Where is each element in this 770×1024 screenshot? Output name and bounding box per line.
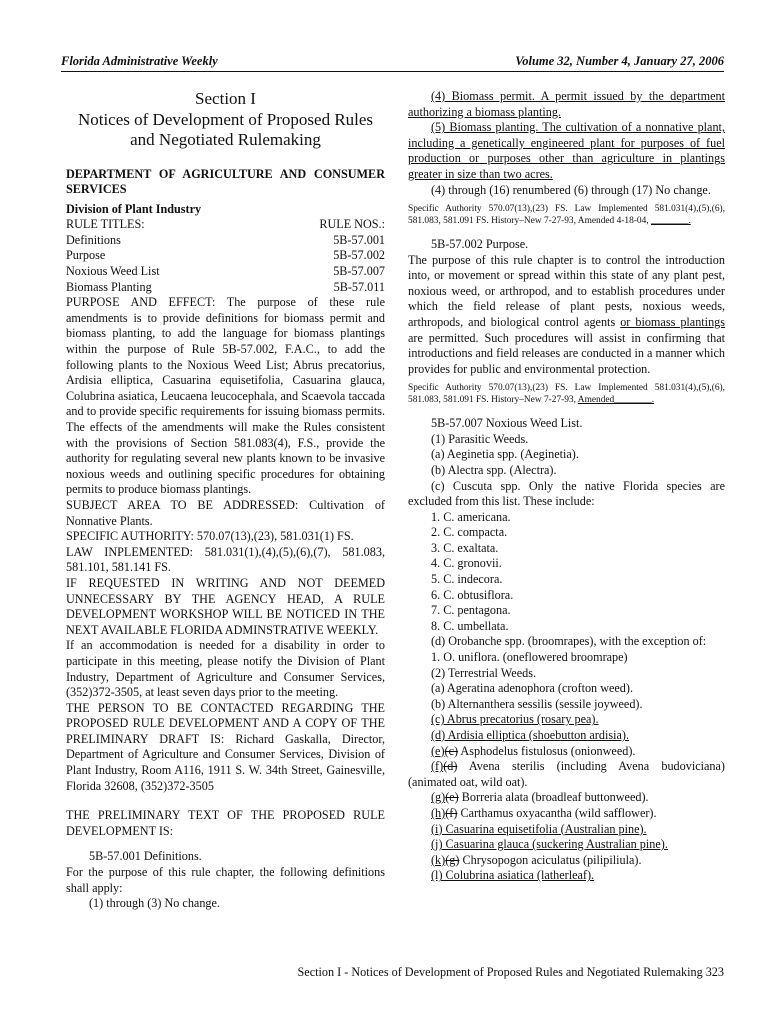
list-item: (f)(d) Avena sterilis (including Avena budoviciana) (animated oat, wild oat).	[408, 759, 725, 789]
rule-titles-header	[66, 217, 385, 233]
list-item: (1) Parasitic Weeds.	[431, 431, 529, 446]
list-item: (i) Casuarina equisetifolia (Australian pine).	[431, 821, 647, 836]
rule-number: 5B-57.011	[333, 279, 385, 294]
purpose-and-effect: PURPOSE AND EFFECT: The purpose of these rule amendments is to provide definitions for biomass permit and biomass planting, to add the language for biomass plantings within the purpose of Rule 5B-57.002, F.A.C., to add the following plants to the Noxious Weed List; Abrus precatorius, Ardisia elliptica, Casuarina equisetifolia, Casuarina glauca, Colubrina asiatica, Leucaena leucocephala, and Scaevola taccada and to provide specific requirements for issuing biomass permits. The effects of the amendments will make the Rules consistent with the provisions of Section 581.083(4), F.S., provide the authority for regulating several new plants known to be invasive noxious weeds and outlining specific procedures for obtaining permits to produce biomass plantings.	[66, 295, 385, 497]
list-item: (e)(c) Asphodelus fistulosus (onionweed).	[431, 743, 636, 758]
rule-number: 5B-57.001	[333, 232, 385, 247]
list-item: 3. C. exaltata.	[431, 540, 499, 555]
rule-row	[66, 264, 385, 280]
section-title-line-2: and Negotiated Rulemaking	[130, 130, 321, 149]
noxious-weed-heading: 5B-57.007 Noxious Weed List.	[431, 416, 583, 431]
list-item: 2. C. compacta.	[431, 525, 508, 540]
list-item: 1. C. americana.	[431, 509, 511, 524]
header-rule	[61, 71, 724, 72]
rule-title: Purpose	[66, 248, 106, 263]
list-item: (b) Alectra spp. (Alectra).	[431, 462, 557, 477]
rule-number: 5B-57.002	[333, 248, 385, 263]
rule-title: Biomass Planting	[66, 279, 152, 294]
department-heading: DEPARTMENT OF AGRICULTURE AND CONSUMER SERVICES	[66, 166, 385, 197]
law-implemented: LAW INPLEMENTED: 581.031(1),(4),(5),(6),(7), 581.083, 581.101, 581.141 FS.	[66, 544, 385, 575]
list-item: (l) Colubrina asiatica (latherleaf).	[431, 868, 595, 883]
workshop-notice: IF REQUESTED IN WRITING AND NOT DEEMED UNNECESSARY BY THE AGENCY HEAD, A RULE DEVELOPMENT WORKSHOP WILL BE NOTICED IN THE NEXT AVAILABLE FLORIDA ADMINSTRATIVE WEEKLY.	[66, 575, 385, 637]
history-note-purpose: Specific Authority 570.07(13),(23) FS. Law Implemented 581.031(4),(5),(6), 581.083, 581.091 FS. History–New 7-27-93, Amended________.	[408, 383, 725, 405]
specific-authority: SPECIFIC AUTHORITY: 570.07(13),(23), 581.031(1) FS.	[66, 529, 354, 544]
running-header	[61, 54, 724, 70]
list-item: (h)(f) Carthamus oxyacantha (wild safflower).	[431, 805, 657, 820]
section-label: Section I	[195, 89, 256, 108]
list-item: (b) Alternanthera sessilis (sessile joyweed).	[431, 696, 643, 711]
list-item: 5. C. indecora.	[431, 572, 503, 587]
rule-title: Definitions	[66, 232, 121, 247]
list-item: (d) Orobanche spp. (broomrapes), with the exception of:	[431, 634, 707, 649]
biomass-planting-definition: (5) Biomass planting. The cultivation of a nonnative plant, including a genetically engineered plant for purposes of fuel production or purposes other than agriculture in plantings greater in size than two acres.	[408, 120, 725, 181]
list-item: (c) Cuscuta spp. Only the native Florida species are excluded from this list. These include:	[408, 478, 725, 509]
preliminary-text-heading: THE PRELIMINARY TEXT OF THE PROPOSED RULE DEVELOPMENT IS:	[66, 808, 385, 838]
subject-area: SUBJECT AREA TO BE ADDRESSED: Cultivation of Nonnative Plants.	[66, 497, 385, 528]
list-item: 8. C. umbellata.	[431, 618, 509, 633]
right-column	[408, 89, 725, 884]
purpose-text: The purpose of this rule chapter is to control the introduction into, or movement or spread within this state of any plant pest, noxious weed, or arthropod, and to establish procedures under which the field release of plant pests, noxious weeds, arthropods, and biological control agents or biomass plantings are permitted. Such procedures will assist in confirming that introductions and field releases are conducted in a manner which provides for public and environmental protection.	[408, 252, 725, 376]
left-column	[66, 89, 385, 912]
history-note-definitions: Specific Authority 570.07(13),(23) FS. Law Implemented 581.031(4),(5),(6), 581.083, 581.091 FS. History–New 7-27-93, Amended 4-18-04, ________.	[408, 204, 725, 226]
rule-row	[66, 233, 385, 249]
contact-person: THE PERSON TO BE CONTACTED REGARDING THE PROPOSED RULE DEVELOPMENT AND A COPY OF THE PRELIMINARY DRAFT IS: Richard Gaskalla, Director, Department of Agriculture and Consumer Services, Division of Plant Industry, Room A116, 1911 S. W. 34th Street, Gainesville, Florida 32608, (352)372-3505	[66, 700, 385, 793]
issue-info: Volume 32, Number 4, January 27, 2006	[515, 54, 724, 68]
purpose-heading: 5B-57.002 Purpose.	[431, 236, 529, 251]
list-item: (2) Terrestrial Weeds.	[431, 665, 536, 680]
journal-name: Florida Administrative Weekly	[61, 54, 218, 68]
list-item: (c) Abrus precatorius (rosary pea).	[431, 712, 599, 727]
section-title-line-1: Notices of Development of Proposed Rules	[77, 109, 374, 129]
list-item: 4. C. gronovii.	[431, 556, 502, 571]
rule-number: 5B-57.007	[333, 264, 385, 279]
list-item: (a) Ageratina adenophora (crofton weed).	[431, 681, 634, 696]
list-item: 6. C. obtusiflora.	[431, 587, 514, 602]
list-item: 1. O. uniflora. (oneflowered broomrape)	[431, 650, 628, 665]
list-item: 7. C. pentagona.	[431, 603, 511, 618]
division-heading: Division of Plant Industry	[66, 201, 202, 216]
list-item: (g)(e) Borreria alata (broadleaf buttonweed).	[431, 790, 649, 805]
rule-title: Noxious Weed List	[66, 264, 160, 279]
list-item: (j) Casuarina glauca (suckering Australian pine).	[431, 837, 668, 852]
list-item: (d) Ardisia elliptica (shoebutton ardisia).	[431, 728, 629, 742]
biomass-permit-definition: (4) Biomass permit. A permit issued by the department authorizing a biomass planting.	[408, 89, 725, 119]
rule-titles-label: RULE TITLES:	[66, 217, 145, 232]
definitions-no-change: (1) through (3) No change.	[89, 896, 220, 911]
list-item: (k)(g) Chrysopogon aciculatus (pilipiliula).	[431, 852, 642, 867]
page-footer: Section I - Notices of Development of Proposed Rules and Negotiated Rulemaking 323	[297, 965, 724, 979]
renumbered-note: (4) through (16) renumbered (6) through (17) No change.	[431, 182, 711, 197]
accommodation-notice: If an accommodation is needed for a disability in order to participate in this meeting, please notify the Division of Plant Industry, Department of Agriculture and Consumer Services, (352)372-3505, at least seven days prior to the meeting.	[66, 638, 385, 700]
definitions-heading: 5B-57.001 Definitions.	[89, 849, 202, 864]
definitions-intro: For the purpose of this rule chapter, the following definitions shall apply:	[66, 865, 385, 895]
rule-nos-label: RULE NOS.:	[319, 217, 385, 232]
list-item: (a) Aeginetia spp. (Aeginetia).	[431, 447, 579, 462]
rule-row	[66, 280, 385, 296]
rule-row	[66, 248, 385, 264]
